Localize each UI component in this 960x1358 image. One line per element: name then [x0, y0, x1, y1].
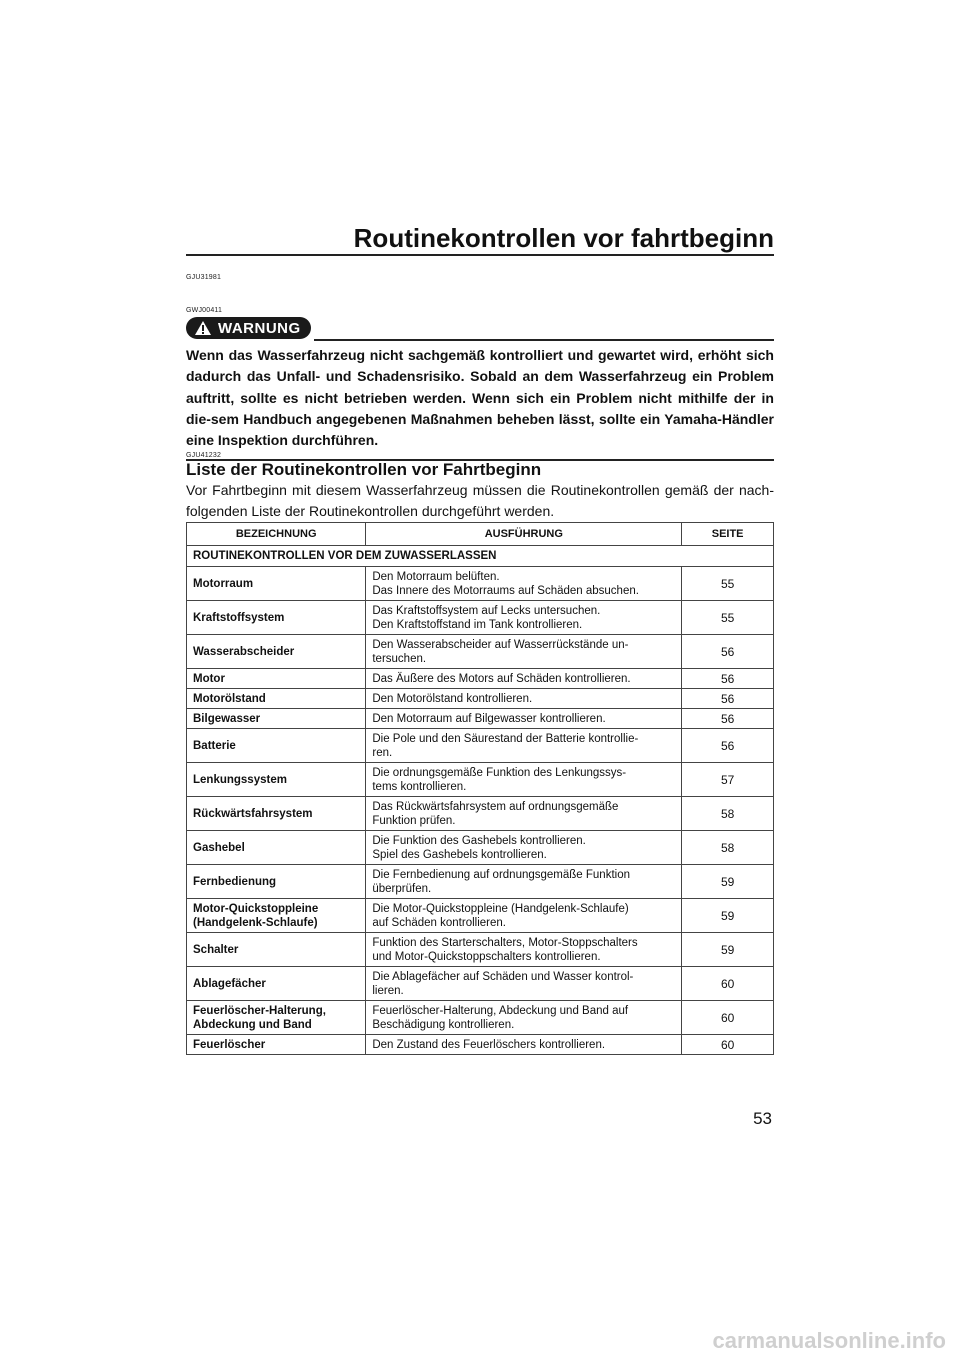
table-row: [187, 709, 774, 729]
table-row: [187, 601, 774, 635]
row-action: Den Wasserabscheider auf Wasserrückstände un- tersuchen.: [366, 635, 682, 669]
row-action: Die Pole und den Säurestand der Batterie kontrollie- ren.: [366, 729, 682, 763]
table-row: [187, 729, 774, 763]
row-page: 59: [682, 933, 774, 967]
row-name: Motor: [187, 669, 366, 689]
table-row: [187, 567, 774, 601]
warning-triangle-icon: [194, 320, 212, 336]
table-row: [187, 831, 774, 865]
row-page: 56: [682, 729, 774, 763]
row-page: 56: [682, 635, 774, 669]
row-name: Gashebel: [187, 831, 366, 865]
routine-check-table: [186, 522, 774, 1055]
row-name: Feuerlöscher-Halterung, Abdeckung und Band: [187, 1001, 366, 1035]
row-action: Die ordnungsgemäße Funktion des Lenkungssys- tems kontrollieren.: [366, 763, 682, 797]
row-action: Den Motorraum belüften. Das Innere des Motorraums auf Schäden absuchen.: [366, 567, 682, 601]
row-page: 55: [682, 601, 774, 635]
page-header: [186, 222, 774, 256]
table-body: [187, 546, 774, 1055]
table-row: [187, 899, 774, 933]
row-page: 60: [682, 1035, 774, 1055]
row-name: Batterie: [187, 729, 366, 763]
section-code: GJU31981: [186, 274, 222, 281]
table-row: [187, 933, 774, 967]
row-page: 57: [682, 763, 774, 797]
page-title: Routinekontrollen vor fahrtbeginn: [353, 223, 774, 253]
row-name: Feuerlöscher: [187, 1035, 366, 1055]
header-action: AUSFÜHRUNG: [366, 523, 682, 546]
section-title: Liste der Routinekontrollen vor Fahrtbeginn: [186, 460, 542, 479]
row-page: 58: [682, 831, 774, 865]
row-name: Lenkungssystem: [187, 763, 366, 797]
watermark: carmanualsonline.info: [712, 1328, 946, 1353]
row-name: Ablagefächer: [187, 967, 366, 1001]
row-action: Das Kraftstoffsystem auf Lecks untersuchen. Den Kraftstoffstand im Tank kontrollieren.: [366, 601, 682, 635]
warning-badge: [186, 317, 311, 339]
row-page: 59: [682, 899, 774, 933]
table-row: [187, 797, 774, 831]
row-action: Feuerlöscher-Halterung, Abdeckung und Band auf Beschädigung kontrollieren.: [366, 1001, 682, 1035]
row-name: Motorölstand: [187, 689, 366, 709]
warning-code: GWJ00411: [186, 307, 223, 314]
row-name: Bilgewasser: [187, 709, 366, 729]
list-code: GJU41232: [186, 452, 222, 459]
row-page: 60: [682, 1001, 774, 1035]
row-page: 59: [682, 865, 774, 899]
row-action: Den Zustand des Feuerlöschers kontrollieren.: [366, 1035, 682, 1055]
table-row: [187, 669, 774, 689]
warning-label: WARNUNG: [218, 319, 301, 337]
row-action: Die Funktion des Gashebels kontrollieren. Spiel des Gashebels kontrollieren.: [366, 831, 682, 865]
table-header-row: [187, 523, 774, 546]
warning-text: Wenn das Wasserfahrzeug nicht sachgemäß kontrolliert und gewartet wird, erhöht sich dadurch das Unfall- und Schadensrisiko. Sobald an dem Wasserfahrzeug ein Problem auftritt, sollte es nicht betrieben werden. Wenn sich ein Problem nicht mithilfe der in die-sem Handbuch angegebenen Maßnahmen beheben lässt, sollte ein Yamaha-Händler eine Inspektion durchführen.: [186, 347, 774, 449]
row-action: Das Rückwärtsfahrsystem auf ordnungsgemäße Funktion prüfen.: [366, 797, 682, 831]
row-action: Die Motor-Quickstoppleine (Handgelenk-Schlaufe) auf Schäden kontrollieren.: [366, 899, 682, 933]
table-row: [187, 1001, 774, 1035]
row-page: 56: [682, 669, 774, 689]
row-name: Rückwärtsfahrsystem: [187, 797, 366, 831]
section-intro: Vor Fahrtbeginn mit diesem Wasserfahrzeug müssen die Routinekontrollen gemäß der nach-folgenden Liste der Routinekontrollen durchgeführt werden.: [186, 482, 774, 519]
table-row: [187, 689, 774, 709]
row-name: Fernbedienung: [187, 865, 366, 899]
header-name: BEZEICHNUNG: [187, 523, 366, 546]
row-page: 55: [682, 567, 774, 601]
row-page: 56: [682, 709, 774, 729]
row-page: 56: [682, 689, 774, 709]
group-label: ROUTINEKONTROLLEN VOR DEM ZUWASSERLASSEN: [187, 546, 774, 567]
table-row: [187, 635, 774, 669]
row-action: Den Motorraum auf Bilgewasser kontrollieren.: [366, 709, 682, 729]
row-name: Schalter: [187, 933, 366, 967]
row-action: Die Fernbedienung auf ordnungsgemäße Funktion überprüfen.: [366, 865, 682, 899]
table-row: [187, 865, 774, 899]
row-page: 60: [682, 967, 774, 1001]
row-name: Kraftstoffsystem: [187, 601, 366, 635]
row-name: Motor-Quickstoppleine (Handgelenk-Schlaufe): [187, 899, 366, 933]
row-action: Das Äußere des Motors auf Schäden kontrollieren.: [366, 669, 682, 689]
row-page: 58: [682, 797, 774, 831]
row-action: Die Ablagefächer auf Schäden und Wasser kontrol- lieren.: [366, 967, 682, 1001]
row-action: Den Motorölstand kontrollieren.: [366, 689, 682, 709]
row-name: Wasserabscheider: [187, 635, 366, 669]
row-name: Motorraum: [187, 567, 366, 601]
warning-rule: [314, 339, 774, 341]
header-page: SEITE: [682, 523, 774, 546]
row-action: Funktion des Starterschalters, Motor-Stoppschalters und Motor-Quickstoppschalters kontrollieren.: [366, 933, 682, 967]
table-row: [187, 1035, 774, 1055]
table-row: [187, 967, 774, 1001]
warning-box: [186, 317, 774, 461]
page-number: 53: [753, 1109, 772, 1128]
table-group-row: [187, 546, 774, 567]
warning-header: [186, 317, 774, 341]
table-row: [187, 763, 774, 797]
